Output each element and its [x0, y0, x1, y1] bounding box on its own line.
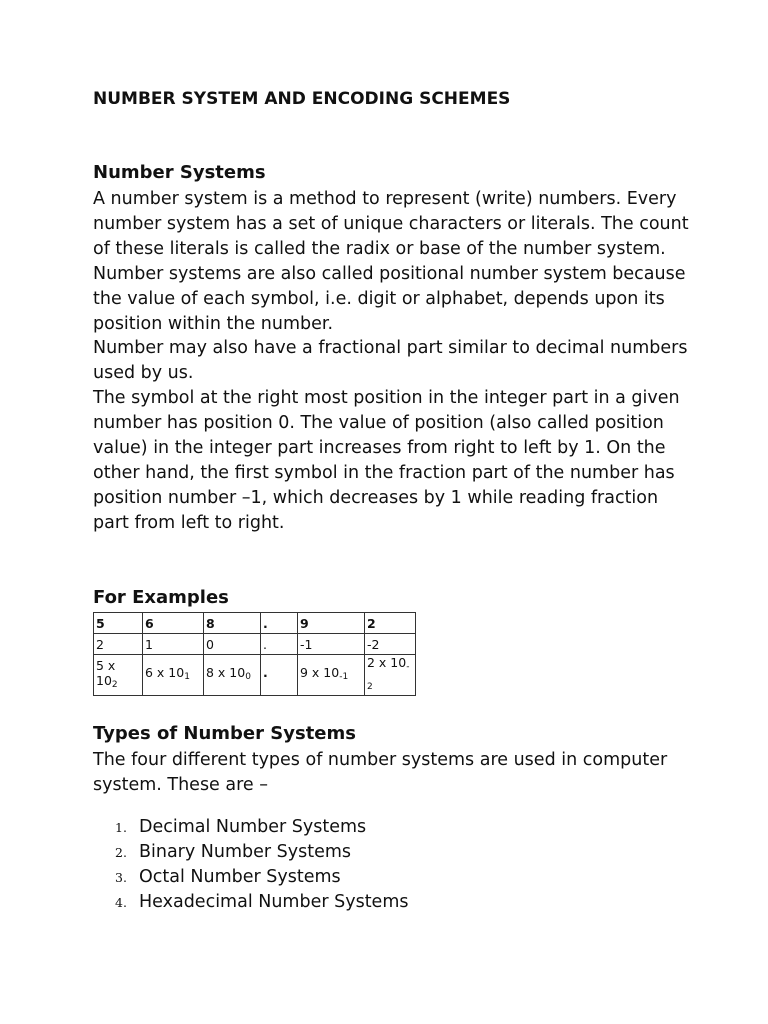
cell-base: 6 x 10 — [145, 665, 185, 680]
cell-base: 8 x 10 — [206, 665, 246, 680]
table-cell — [298, 655, 365, 696]
table-cell: 0 — [204, 634, 261, 655]
table-cell — [94, 655, 143, 696]
table-cell: 9 — [298, 613, 365, 634]
table-row — [94, 613, 416, 634]
table-cell — [261, 655, 298, 696]
types-heading: Types of Number Systems — [93, 723, 356, 744]
list-label: Decimal Number Systems — [139, 817, 367, 837]
list-label: Binary Number Systems — [139, 842, 352, 862]
cell-exponent: 1 — [184, 672, 190, 682]
list-label: Hexadecimal Number Systems — [139, 892, 409, 912]
table-cell: 8 — [204, 613, 261, 634]
table-cell: . — [261, 634, 298, 655]
table-cell: 5 — [94, 613, 143, 634]
list-label: Octal Number Systems — [139, 867, 341, 887]
cell-exponent: -1 — [339, 672, 349, 682]
table-cell: -1 — [298, 634, 365, 655]
table-cell — [365, 655, 416, 696]
table-row — [94, 634, 416, 655]
table-cell: 1 — [143, 634, 204, 655]
table-cell — [143, 655, 204, 696]
list-number: 4. — [115, 895, 127, 910]
number-systems-body — [93, 187, 693, 536]
examples-heading: For Examples — [93, 587, 229, 608]
table-cell: -2 — [365, 634, 416, 655]
table-row — [94, 655, 416, 696]
table-cell: 2 — [94, 634, 143, 655]
paragraph: The symbol at the right most position in the integer part in a given number has position 0. The value of position (also called position value) in the integer part increases from right to left by 1. On the other hand, the first symbol in the fraction part of the number has position number –1, which decreases by 1 while reading fraction part from left to right. — [93, 388, 680, 533]
table-cell — [204, 655, 261, 696]
paragraph: A number system is a method to represent (write) numbers. Every number system has a set of unique characters or literals. The count of these literals is called the radix or base of the number system. — [93, 189, 689, 259]
cell-base: 5 x 10 — [96, 657, 116, 688]
paragraph: Number systems are also called positional number system because the value of each symbol, i.e. digit or alphabet, depends upon its position within the number. — [93, 263, 686, 334]
list-number: 1. — [115, 820, 127, 835]
table-cell: 6 — [143, 613, 204, 634]
table-cell: . — [261, 613, 298, 634]
number-systems-heading: Number Systems — [93, 162, 266, 183]
cell-exponent: 0 — [245, 672, 251, 682]
cell-base: 2 x 10 — [367, 655, 407, 670]
paragraph: The four different types of number systems are used in computer system. These are – — [93, 750, 668, 795]
list-number: 2. — [115, 845, 127, 860]
table-cell: 2 — [365, 613, 416, 634]
cell-base: . — [263, 665, 268, 680]
document-title: NUMBER SYSTEM AND ENCODING SCHEMES — [93, 89, 511, 109]
types-intro — [93, 748, 693, 798]
cell-exponent: 2 — [111, 679, 118, 690]
examples-table — [93, 612, 416, 696]
paragraph: Number may also have a fractional part similar to decimal numbers used by us. — [93, 338, 688, 384]
list-number: 3. — [115, 870, 127, 885]
cell-exponent: -2 — [367, 662, 410, 692]
cell-base: 9 x 10 — [300, 665, 340, 680]
